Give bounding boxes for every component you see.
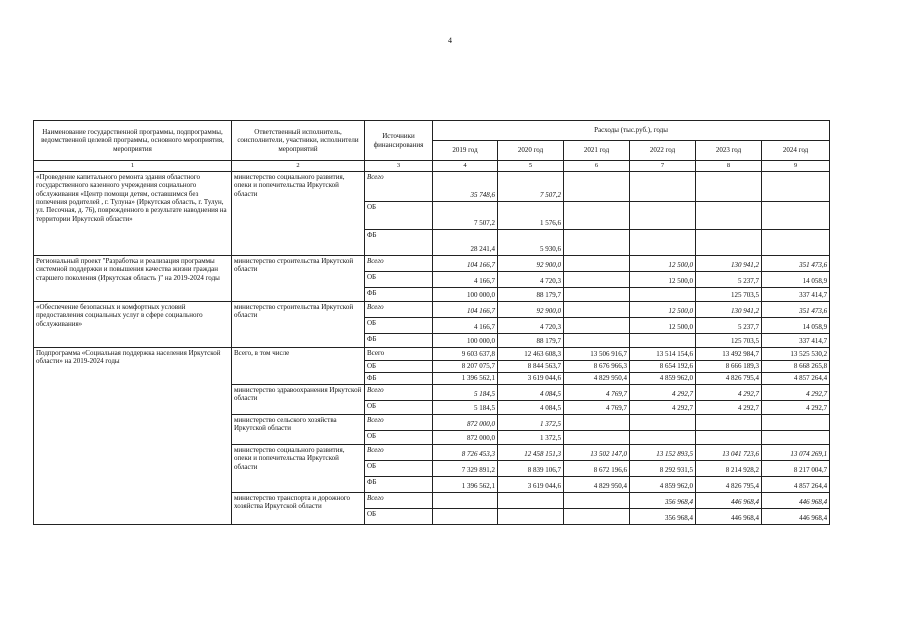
col-header-expenses: Расходы (тыс.руб.), годы [433,121,830,141]
table-row [34,347,830,360]
value-cell: 130 941,2 [696,301,762,317]
value-cell: 4 292,7 [696,384,762,400]
value-cell: 5 184,5 [433,384,498,400]
funding-source-cell: ОБ [365,271,433,287]
value-cell [630,287,696,301]
value-cell [696,229,762,255]
table-row [34,171,830,201]
funding-source-cell: ОБ [365,201,433,229]
year-header: 2024 год [762,141,830,161]
executor-cell: Всего, в том числе [232,347,365,384]
value-cell: 130 941,2 [696,255,762,271]
value-cell: 4 826 795,4 [696,476,762,492]
funding-source-cell: Всего [365,255,433,271]
value-cell [564,317,630,333]
value-cell: 4 826 795,4 [696,372,762,384]
value-cell [762,201,830,229]
value-cell: 8 668 265,8 [762,360,830,372]
value-cell: 28 241,4 [433,229,498,255]
expenses-table [33,120,830,525]
value-cell: 4 720,3 [498,271,564,287]
value-cell: 5 930,6 [498,229,564,255]
value-cell: 12 500,0 [630,271,696,287]
value-cell: 12 500,0 [630,255,696,271]
value-cell: 8 654 192,6 [630,360,696,372]
value-cell: 125 703,5 [696,287,762,301]
value-cell [433,508,498,524]
funding-source-cell: ФБ [365,476,433,492]
value-cell: 4 292,7 [630,400,696,414]
value-cell: 14 058,9 [762,271,830,287]
executor-cell: министерство строительства Иркутской области [232,301,365,347]
value-cell: 12 463 608,3 [498,347,564,360]
value-cell: 4 829 950,4 [564,476,630,492]
value-cell: 8 214 928,2 [696,460,762,476]
value-cell [696,414,762,430]
value-cell [564,229,630,255]
value-cell: 4 829 950,4 [564,372,630,384]
value-cell: 351 473,6 [762,301,830,317]
executor-cell: министерство здравоохранения Иркутской области [232,384,365,414]
funding-source-cell: Всего [365,171,433,201]
value-cell: 351 473,6 [762,255,830,271]
year-header: 2019 год [433,141,498,161]
value-cell: 12 458 151,3 [498,444,564,460]
funding-source-cell: ОБ [365,460,433,476]
value-cell: 4 857 264,4 [762,372,830,384]
executor-cell: министерство социального развития, опеки и попечительства Иркутской области [232,444,365,492]
funding-source-cell: ФБ [365,229,433,255]
col-header-name: Наименование государственной программы, подпрограммы, ведомственной целевой программы, основного мероприятия, мероприятия [34,121,232,161]
value-cell: 4 166,7 [433,271,498,287]
col-header-executor: Ответственный исполнитель, соисполнители, участники, исполнители мероприятий [232,121,365,161]
executor-cell: министерство транспорта и дорожного хозяйства Иркутской области [232,492,365,524]
table-row [34,255,830,271]
funding-source-cell: ОБ [365,317,433,333]
value-cell [762,229,830,255]
value-cell: 1 396 562,1 [433,372,498,384]
value-cell: 1 372,5 [498,430,564,444]
value-cell: 3 619 044,6 [498,372,564,384]
value-cell: 12 500,0 [630,317,696,333]
value-cell [762,171,830,201]
value-cell: 4 859 962,0 [630,476,696,492]
value-cell: 92 900,0 [498,301,564,317]
value-cell [433,492,498,508]
value-cell [630,430,696,444]
value-cell: 4 859 962,0 [630,372,696,384]
table-row [34,301,830,317]
col-header-source: Источники финансирования [365,121,433,161]
value-cell: 13 074 269,1 [762,444,830,460]
value-cell: 100 000,0 [433,333,498,347]
value-cell: 446 968,4 [762,508,830,524]
value-cell: 13 514 154,6 [630,347,696,360]
value-cell: 7 507,2 [498,171,564,201]
value-cell: 1 396 562,1 [433,476,498,492]
value-cell: 8 672 196,6 [564,460,630,476]
funding-source-cell: Всего [365,301,433,317]
value-cell: 9 603 637,8 [433,347,498,360]
value-cell: 8 676 966,3 [564,360,630,372]
value-cell: 3 619 044,6 [498,476,564,492]
value-cell: 4 292,7 [762,400,830,414]
value-cell: 14 058,9 [762,317,830,333]
value-cell: 8 217 004,7 [762,460,830,476]
column-number: 8 [696,161,762,172]
value-cell: 5 237,7 [696,271,762,287]
column-number: 3 [365,161,433,172]
funding-source-cell: ФБ [365,372,433,384]
value-cell: 88 179,7 [498,333,564,347]
column-number: 6 [564,161,630,172]
value-cell: 13 152 893,5 [630,444,696,460]
value-cell [762,430,830,444]
value-cell: 13 502 147,0 [564,444,630,460]
value-cell: 104 166,7 [433,301,498,317]
subprogram-name-cell: Подпрограмма «Социальная поддержка населения Иркутской области» на 2019-2024 годы [34,347,232,524]
value-cell [564,171,630,201]
value-cell [630,171,696,201]
value-cell: 13 492 984,7 [696,347,762,360]
program-name-cell: «Проведение капитального ремонта здания областного государственного казенного учреждения социального обслуживания «Центр помощи детям, оставшимся без попечения родителей , г. Тулуна» (Иркутская область, г. Тулун, ул. Песочная, д. 76), поврежденного в результате наводнения на территории Иркутской области» [34,171,232,255]
value-cell [762,414,830,430]
value-cell: 1 576,6 [498,201,564,229]
value-cell: 4 292,7 [762,384,830,400]
value-cell: 4 084,5 [498,384,564,400]
value-cell: 337 414,7 [762,287,830,301]
value-cell [564,271,630,287]
value-cell: 92 900,0 [498,255,564,271]
value-cell [564,414,630,430]
value-cell [564,255,630,271]
value-cell: 12 500,0 [630,301,696,317]
funding-source-cell: ФБ [365,333,433,347]
value-cell [696,171,762,201]
value-cell: 4 084,5 [498,400,564,414]
value-cell [564,492,630,508]
value-cell: 446 968,4 [696,508,762,524]
year-header: 2020 год [498,141,564,161]
value-cell: 88 179,7 [498,287,564,301]
value-cell: 8 666 189,3 [696,360,762,372]
value-cell: 7 507,2 [433,201,498,229]
value-cell: 8 292 931,5 [630,460,696,476]
value-cell: 1 372,5 [498,414,564,430]
value-cell [564,508,630,524]
value-cell: 35 748,6 [433,171,498,201]
year-header: 2023 год [696,141,762,161]
value-cell [696,430,762,444]
value-cell: 8 839 106,7 [498,460,564,476]
value-cell [630,201,696,229]
year-header: 2021 год [564,141,630,161]
column-number: 7 [630,161,696,172]
value-cell: 104 166,7 [433,255,498,271]
page-number: 4 [448,36,452,45]
value-cell [564,287,630,301]
value-cell: 100 000,0 [433,287,498,301]
executor-cell: министерство строительства Иркутской области [232,255,365,301]
year-header: 2022 год [630,141,696,161]
value-cell: 8 726 453,3 [433,444,498,460]
value-cell [564,333,630,347]
funding-source-cell: ОБ [365,400,433,414]
value-cell: 13 041 723,6 [696,444,762,460]
value-cell [630,333,696,347]
value-cell [630,229,696,255]
funding-source-cell: ФБ [365,287,433,301]
value-cell: 4 292,7 [696,400,762,414]
value-cell: 4 769,7 [564,400,630,414]
column-number: 5 [498,161,564,172]
column-number: 1 [34,161,232,172]
executor-cell: министерство сельского хозяйства Иркутской области [232,414,365,444]
value-cell: 4 166,7 [433,317,498,333]
value-cell: 356 968,4 [630,508,696,524]
funding-source-cell: ОБ [365,430,433,444]
column-number: 9 [762,161,830,172]
value-cell: 125 703,5 [696,333,762,347]
value-cell: 872 000,0 [433,430,498,444]
value-cell: 8 844 563,7 [498,360,564,372]
value-cell: 13 525 530,2 [762,347,830,360]
value-cell: 5 184,5 [433,400,498,414]
funding-source-cell: Всего [365,492,433,508]
funding-source-cell: Всего [365,414,433,430]
funding-source-cell: ОБ [365,508,433,524]
program-name-cell: «Обеспечение безопасных и комфортных условий предоставления социальных услуг в сфере социального обслуживания» [34,301,232,347]
value-cell: 4 857 264,4 [762,476,830,492]
value-cell [564,201,630,229]
table-body [34,171,830,524]
value-cell: 337 414,7 [762,333,830,347]
program-name-cell: Региональный проект "Разработка и реализация программы системной поддержки и повышения качества жизни граждан старшего поколения (Иркутская область )" на 2019-2024 годы [34,255,232,301]
executor-cell: министерство социального развития, опеки и попечительства Иркутской области [232,171,365,255]
value-cell: 8 207 075,7 [433,360,498,372]
value-cell: 446 968,4 [762,492,830,508]
value-cell: 4 720,3 [498,317,564,333]
value-cell [696,201,762,229]
value-cell: 13 506 916,7 [564,347,630,360]
value-cell [498,492,564,508]
funding-source-cell: Всего [365,384,433,400]
value-cell: 7 329 891,2 [433,460,498,476]
value-cell [498,508,564,524]
value-cell: 4 292,7 [630,384,696,400]
funding-source-cell: ОБ [365,360,433,372]
value-cell: 872 000,0 [433,414,498,430]
value-cell: 356 968,4 [630,492,696,508]
value-cell: 5 237,7 [696,317,762,333]
value-cell [564,301,630,317]
funding-source-cell: Всего [365,444,433,460]
column-number: 4 [433,161,498,172]
value-cell: 446 968,4 [696,492,762,508]
value-cell [564,430,630,444]
column-number: 2 [232,161,365,172]
funding-source-cell: Всего [365,347,433,360]
value-cell [630,414,696,430]
value-cell: 4 769,7 [564,384,630,400]
